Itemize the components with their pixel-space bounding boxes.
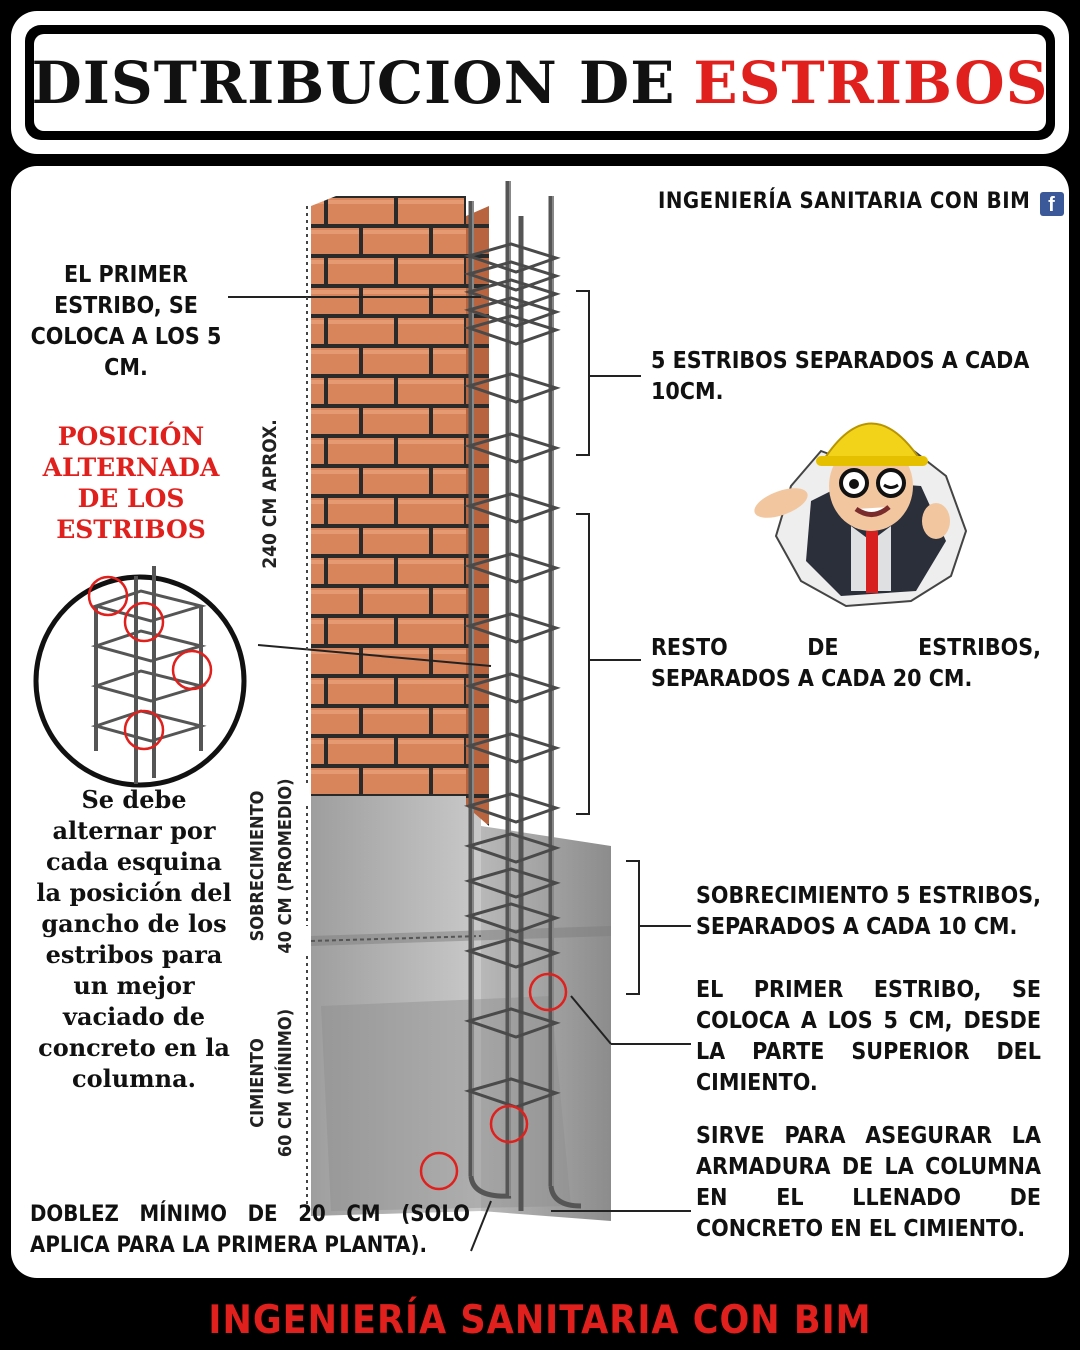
alternate-position-heading: POSICIÓN ALTERNADA DE LOS ESTRIBOS: [42, 422, 220, 544]
first-stirrup-base-note: EL PRIMER ESTRIBO, SE COLOCA A LOS 5 CM, DESDE LA PARTE SUPERIOR DEL CIMIENTO.: [696, 977, 1041, 1096]
wall-height-label: 240 CM APROX.: [259, 419, 281, 569]
sobrecimiento-note: SOBRECIMIENTO 5 ESTRIBOS, SEPARADOS A CADA 10 CM.: [696, 883, 1041, 940]
top-spacing-note: 5 ESTRIBOS SEPARADOS A CADA 10CM.: [651, 348, 1030, 405]
alternate-hooks-detail: [36, 566, 244, 785]
brick-wall: [311, 196, 466, 796]
sobrecimiento-label: SOBRECIMIENTO: [247, 790, 268, 942]
diagram-panel: [11, 166, 1069, 1278]
facebook-icon[interactable]: f: [1040, 192, 1064, 216]
title-banner: [11, 11, 1069, 154]
title-red-part: ESTRIBOS: [693, 48, 1049, 117]
bend-note: DOBLEZ MÍNIMO DE 20 CM (SOLO APLICA PARA LA PRIMERA PLANTA).: [30, 1202, 470, 1258]
purpose-note: SIRVE PARA ASEGURAR LA ARMADURA DE LA COLUMNA EN EL LLENADO DE CONCRETO EN EL CIMIENTO.: [696, 1123, 1041, 1242]
engineer-mascot-icon: [751, 391, 981, 611]
page-title: [31, 34, 1049, 131]
hard-hat-icon: [823, 424, 921, 462]
footer-brand: INGENIERÍA SANITARIA CON BIM: [208, 1297, 872, 1343]
cimiento-label: CIMIENTO: [247, 1038, 268, 1128]
rest-spacing-note: RESTO DE ESTRIBOS, SEPARADOS A CADA 20 CM.: [651, 635, 1041, 692]
alternate-hook-note: Se debe alternar por cada esquina la posición del gancho de los estribos para un mejor vaciado de concreto en la columna.: [36, 785, 232, 1093]
first-stirrup-note: EL PRIMER ESTRIBO, SE COLOCA A LOS 5 CM.: [30, 262, 222, 381]
title-dark-part: DISTRIBUCION DE: [31, 48, 676, 117]
brand-label: INGENIERÍA SANITARIA CON BIM f: [658, 189, 1064, 216]
sobrecimiento-size-label: 40 CM (PROMEDIO): [275, 778, 296, 954]
cimiento-size-label: 60 CM (MÍNIMO): [275, 1008, 296, 1158]
